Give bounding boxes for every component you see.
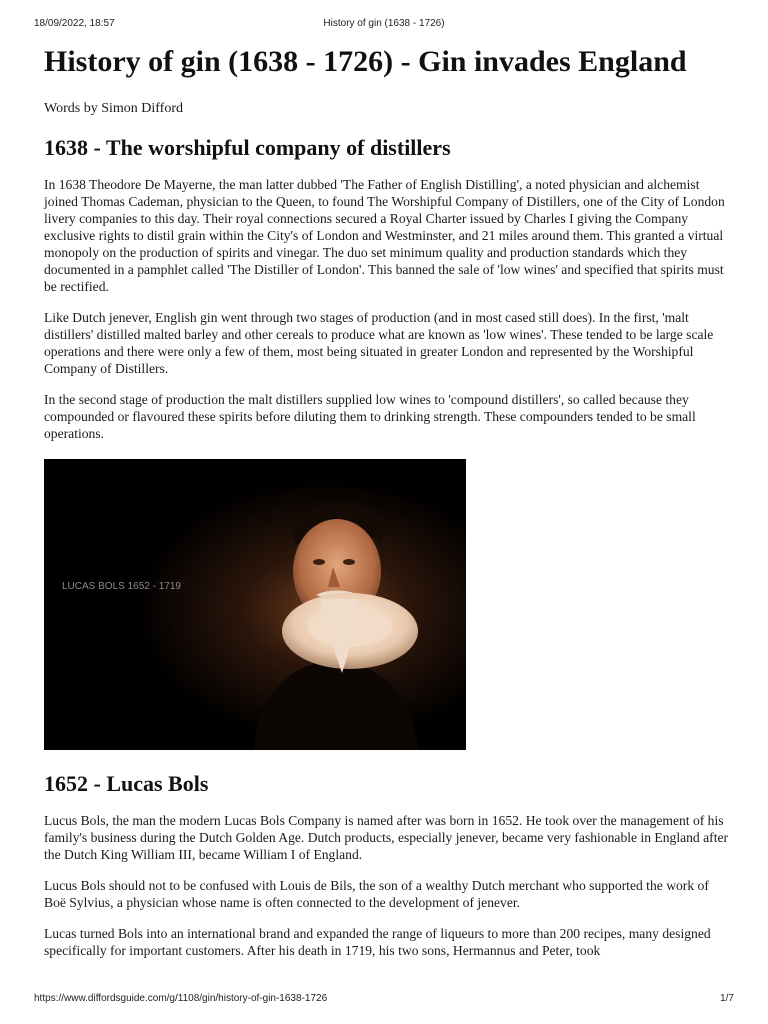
print-datetime: 18/09/2022, 18:57 [34, 18, 115, 29]
article-title: History of gin (1638 - 1726) - Gin invades England [44, 45, 687, 78]
page-number: 1/7 [720, 993, 734, 1004]
byline: Words by Simon Difford [44, 101, 184, 116]
paragraph: Lucas turned Bols into an international brand and expanded the range of liqueurs to more than 200 recipes, many designed specifically for important customers. After his death in 1719, his two sons, Hermannus and Peter, took [44, 926, 711, 958]
paragraph: In the second stage of production the malt distillers supplied low wines to 'compound distillers', so called because they compounded or flavoured these spirits before diluting them to drinking strength. These compounders tended to be small operations. [44, 392, 696, 441]
paragraph: In 1638 Theodore De Mayerne, the man latter dubbed 'The Father of English Distilling', a noted physician and alchemist joined Thomas Cademan, physician to the Queen, to found The Worshipful Company of Distillers, one of the City of London livery companies to this day. Their royal connections secured a Royal Charter issued by Charles I giving the Company exclusive rights to distil grain within the City's of London and Westminster, and 21 miles around them. This granted a virtual monopoly on the production of spirits and vinegar. The duo set minimum quality and production standards which they documented in a pamphlet called 'The Distiller of London'. This banned the sale of 'low wines' and specified that spirits must be rectified. [44, 177, 725, 294]
section-heading-1652: 1652 - Lucas Bols [44, 771, 209, 796]
lucas-bols-portrait-image [44, 459, 466, 750]
page-url: https://www.diffordsguide.com/g/1108/gin/history-of-gin-1638-1726 [34, 993, 328, 1004]
paragraph: Lucus Bols should not to be confused with Louis de Bils, the son of a wealthy Dutch merchant who supported the work of Boë Sylvius, a physician whose name is often connected to the development of jenever. [44, 878, 709, 910]
article [44, 42, 730, 959]
paragraph: Like Dutch jenever, English gin went through two stages of production (and in most cased still does). In the first, 'malt distillers' distilled malted barley and other cereals to produce what are known as 'low wines'. These tended to be large scale operations and there were only a few of them, most being situated in greater London and represented by the Worshipful Company of Distillers. [44, 310, 714, 376]
section-heading-1638: 1638 - The worshipful company of distillers [44, 135, 451, 160]
paragraph: Lucus Bols, the man the modern Lucas Bols Company is named after was born in 1652. He took over the management of his family's business during the Dutch Golden Age. Dutch products, especially jenever, became very fashionable in England after the Dutch King William III, became William I of England. [44, 813, 729, 862]
print-doc-title: History of gin (1638 - 1726) [323, 18, 445, 29]
image-caption: LUCAS BOLS 1652 - 1719 [62, 581, 181, 592]
